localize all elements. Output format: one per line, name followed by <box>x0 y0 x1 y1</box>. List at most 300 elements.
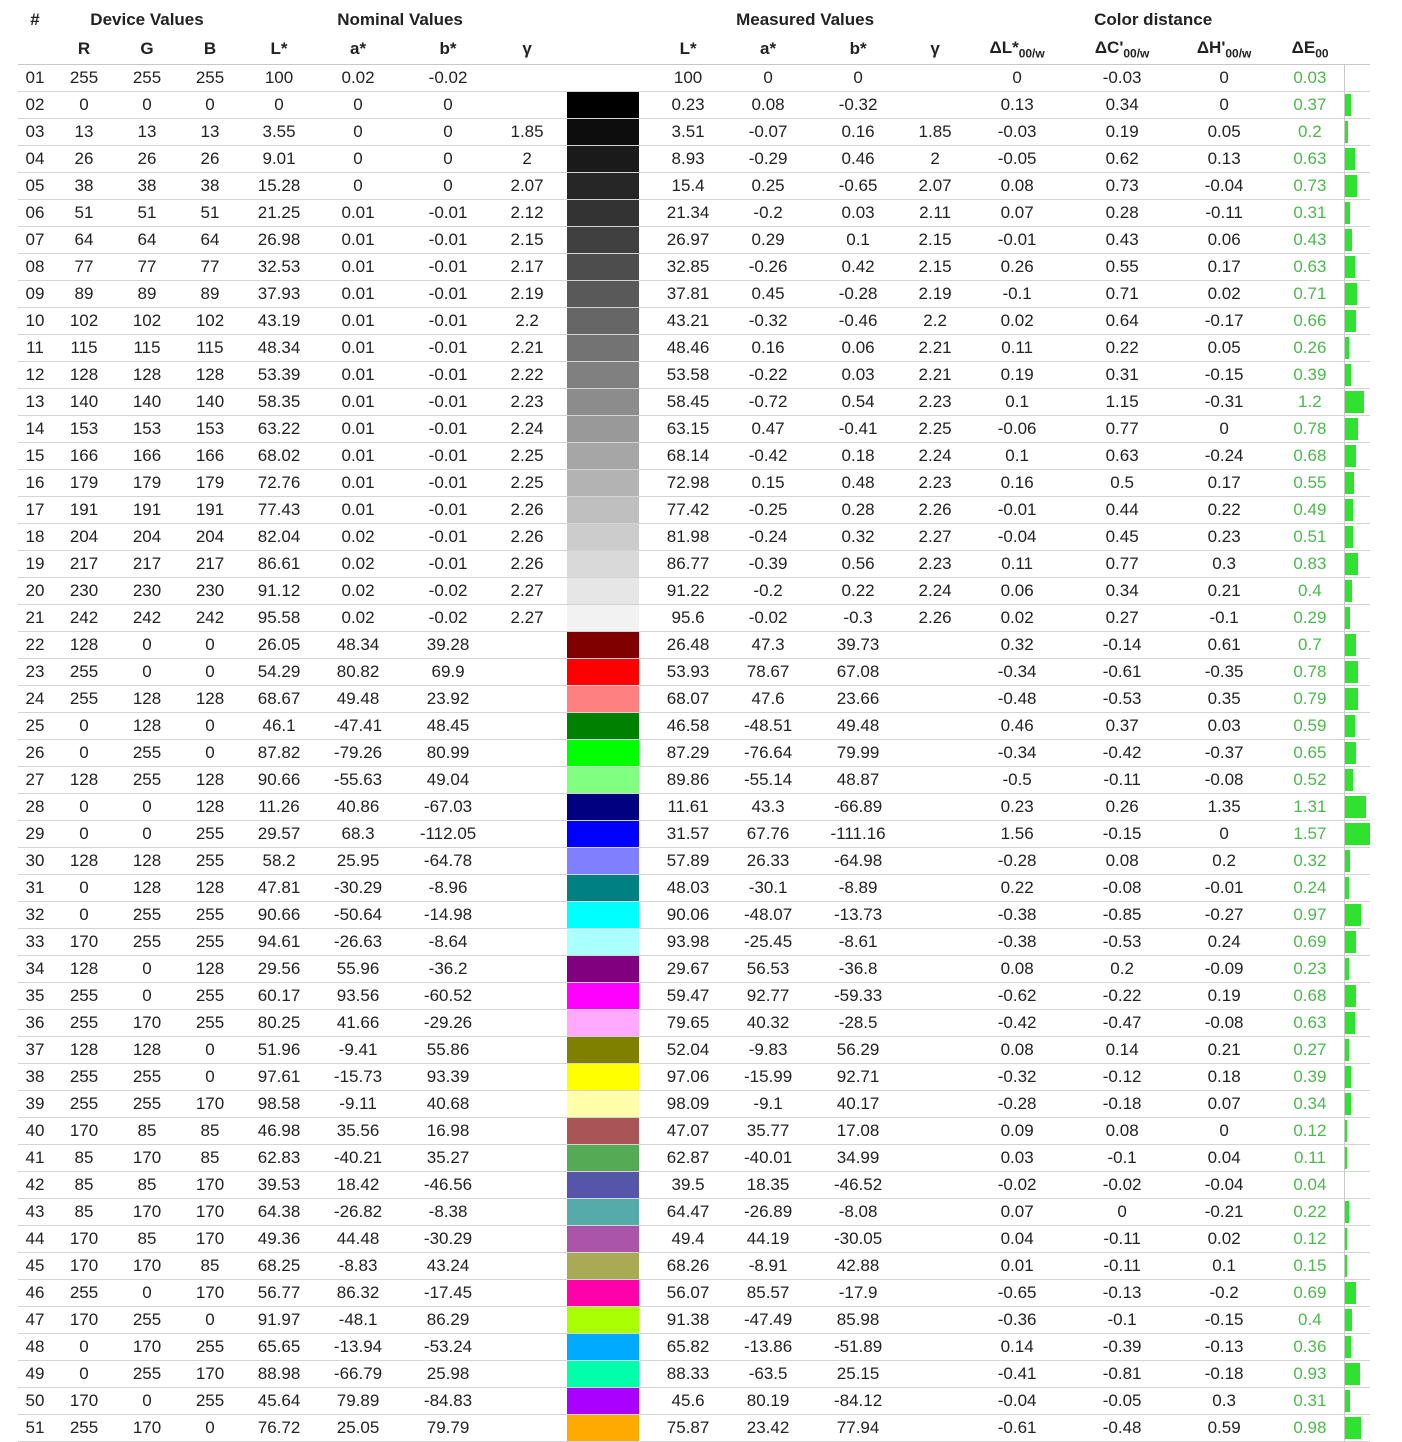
device-g: 89 <box>116 281 178 308</box>
color-swatch <box>567 1172 639 1198</box>
measured-b: 0.48 <box>808 470 908 497</box>
measured-b: -66.89 <box>808 794 908 821</box>
delta-e-bar <box>1345 877 1349 899</box>
color-swatch-cell <box>558 200 648 227</box>
device-r: 170 <box>52 1118 116 1145</box>
delta-e-bar <box>1345 607 1350 629</box>
measured-l: 47.07 <box>648 1118 728 1145</box>
device-b: 170 <box>178 1280 242 1307</box>
row-index: 14 <box>18 416 52 443</box>
nominal-a: 0.01 <box>316 362 400 389</box>
delta-e-bar <box>1345 1282 1356 1304</box>
color-swatch-cell <box>558 362 648 389</box>
measured-l: 91.22 <box>648 578 728 605</box>
measured-b: -64.98 <box>808 848 908 875</box>
device-r: 128 <box>52 632 116 659</box>
delta-e: 0.79 <box>1276 686 1344 713</box>
device-g: 102 <box>116 308 178 335</box>
delta-c: 0 <box>1072 1199 1172 1226</box>
measured-b: 0.06 <box>808 335 908 362</box>
delta-l: -0.32 <box>962 1064 1072 1091</box>
device-g: 85 <box>116 1226 178 1253</box>
device-r: 0 <box>52 1361 116 1388</box>
nominal-a: 35.56 <box>316 1118 400 1145</box>
nominal-l: 90.66 <box>242 767 316 794</box>
delta-h: 0.07 <box>1172 1091 1276 1118</box>
nominal-l: 47.81 <box>242 875 316 902</box>
device-g: 0 <box>116 983 178 1010</box>
device-b: 0 <box>178 1415 242 1442</box>
nominal-l: 32.53 <box>242 254 316 281</box>
delta-c: 0.19 <box>1072 119 1172 146</box>
measured-a: 78.67 <box>728 659 808 686</box>
delta-h: -0.24 <box>1172 443 1276 470</box>
measured-gamma <box>908 740 962 767</box>
delta-e: 0.2 <box>1276 119 1344 146</box>
device-r: 255 <box>52 1091 116 1118</box>
color-swatch-cell <box>558 686 648 713</box>
col-r: R <box>52 34 116 65</box>
delta-e-bar-cell <box>1344 875 1370 902</box>
delta-l: -0.02 <box>962 1172 1072 1199</box>
delta-h: -0.17 <box>1172 308 1276 335</box>
delta-l: -0.62 <box>962 983 1072 1010</box>
delta-e-bar <box>1345 553 1358 575</box>
delta-c: -0.13 <box>1072 1280 1172 1307</box>
measured-l: 26.48 <box>648 632 728 659</box>
delta-e: 0.71 <box>1276 281 1344 308</box>
delta-e-bar-cell <box>1344 443 1370 470</box>
delta-h: 0.19 <box>1172 983 1276 1010</box>
row-index: 31 <box>18 875 52 902</box>
measured-l: 53.58 <box>648 362 728 389</box>
device-b: 0 <box>178 713 242 740</box>
header-group-row <box>18 6 1370 34</box>
device-g: 170 <box>116 1145 178 1172</box>
nominal-l: 48.34 <box>242 335 316 362</box>
nominal-gamma: 2.27 <box>496 578 558 605</box>
color-swatch-cell <box>558 794 648 821</box>
delta-l: -0.04 <box>962 524 1072 551</box>
delta-e-bar-cell <box>1344 794 1370 821</box>
measured-l: 87.29 <box>648 740 728 767</box>
measured-l: 97.06 <box>648 1064 728 1091</box>
row-index: 16 <box>18 470 52 497</box>
nominal-b: -84.83 <box>400 1388 496 1415</box>
col-measured-b: b* <box>808 34 908 65</box>
measured-l: 49.4 <box>648 1226 728 1253</box>
measured-l: 93.98 <box>648 929 728 956</box>
delta-e-bar <box>1345 472 1354 494</box>
measured-b: 0.28 <box>808 497 908 524</box>
color-swatch-cell <box>558 1334 648 1361</box>
nominal-a: 0.02 <box>316 551 400 578</box>
measured-gamma: 2.19 <box>908 281 962 308</box>
measured-a: 40.32 <box>728 1010 808 1037</box>
delta-e-bar-cell <box>1344 65 1370 92</box>
delta-l: -0.42 <box>962 1010 1072 1037</box>
measured-gamma: 2.26 <box>908 497 962 524</box>
table-row <box>18 686 1370 713</box>
delta-c: -0.48 <box>1072 1415 1172 1442</box>
device-b: 64 <box>178 227 242 254</box>
delta-e-bar-cell <box>1344 470 1370 497</box>
measured-a: -0.2 <box>728 578 808 605</box>
delta-c: -0.18 <box>1072 1091 1172 1118</box>
measured-gamma: 2.24 <box>908 578 962 605</box>
table-row <box>18 1172 1370 1199</box>
device-b: 85 <box>178 1145 242 1172</box>
color-swatch <box>567 875 639 901</box>
row-index: 13 <box>18 389 52 416</box>
measured-l: 52.04 <box>648 1037 728 1064</box>
delta-e-bar-cell <box>1344 821 1370 848</box>
table-row <box>18 524 1370 551</box>
delta-h: -0.37 <box>1172 740 1276 767</box>
measured-a: 92.77 <box>728 983 808 1010</box>
nominal-a: 93.56 <box>316 983 400 1010</box>
row-index: 05 <box>18 173 52 200</box>
nominal-l: 91.12 <box>242 578 316 605</box>
device-b: 153 <box>178 416 242 443</box>
delta-l: -0.36 <box>962 1307 1072 1334</box>
measured-l: 31.57 <box>648 821 728 848</box>
delta-e: 1.31 <box>1276 794 1344 821</box>
device-g: 217 <box>116 551 178 578</box>
table-row <box>18 65 1370 92</box>
nominal-l: 29.57 <box>242 821 316 848</box>
nominal-a: -15.73 <box>316 1064 400 1091</box>
nominal-gamma <box>496 65 558 92</box>
delta-l: 0.22 <box>962 875 1072 902</box>
color-swatch <box>567 1253 639 1279</box>
device-b: 230 <box>178 578 242 605</box>
delta-e-bar <box>1345 175 1357 197</box>
header-device-values: Device Values <box>90 10 204 29</box>
nominal-l: 63.22 <box>242 416 316 443</box>
measured-l: 89.86 <box>648 767 728 794</box>
device-g: 128 <box>116 875 178 902</box>
row-index: 17 <box>18 497 52 524</box>
nominal-b: 0 <box>400 173 496 200</box>
delta-c: 0.44 <box>1072 497 1172 524</box>
device-r: 102 <box>52 308 116 335</box>
color-swatch <box>567 1415 639 1441</box>
device-g: 230 <box>116 578 178 605</box>
delta-e-bar-cell <box>1344 740 1370 767</box>
delta-e-bar-cell <box>1344 1118 1370 1145</box>
table-row <box>18 1280 1370 1307</box>
device-g: 166 <box>116 443 178 470</box>
delta-e-bar <box>1345 499 1353 521</box>
delta-h: -0.18 <box>1172 1361 1276 1388</box>
measured-l: 21.34 <box>648 200 728 227</box>
measured-gamma: 2.21 <box>908 362 962 389</box>
table-row <box>18 713 1370 740</box>
delta-e-bar <box>1345 1120 1347 1142</box>
color-swatch <box>567 146 639 172</box>
delta-l: -0.38 <box>962 902 1072 929</box>
delta-e: 0.63 <box>1276 1010 1344 1037</box>
delta-e: 0.52 <box>1276 767 1344 794</box>
delta-e-bar <box>1345 1336 1351 1358</box>
delta-e: 0.11 <box>1276 1145 1344 1172</box>
table-row <box>18 794 1370 821</box>
device-b: 217 <box>178 551 242 578</box>
row-index: 15 <box>18 443 52 470</box>
table-row <box>18 1145 1370 1172</box>
delta-c: -0.14 <box>1072 632 1172 659</box>
measured-a: 43.3 <box>728 794 808 821</box>
delta-h: 0.1 <box>1172 1253 1276 1280</box>
nominal-b: 25.98 <box>400 1361 496 1388</box>
color-swatch-cell <box>558 551 648 578</box>
nominal-b: -53.24 <box>400 1334 496 1361</box>
nominal-l: 88.98 <box>242 1361 316 1388</box>
delta-e-bar-cell <box>1344 92 1370 119</box>
device-r: 85 <box>52 1199 116 1226</box>
delta-h: 0.06 <box>1172 227 1276 254</box>
delta-e: 0.23 <box>1276 956 1344 983</box>
row-index: 09 <box>18 281 52 308</box>
delta-h: -0.01 <box>1172 875 1276 902</box>
delta-e-bar-cell <box>1344 1091 1370 1118</box>
nominal-l: 94.61 <box>242 929 316 956</box>
nominal-l: 58.2 <box>242 848 316 875</box>
nominal-l: 11.26 <box>242 794 316 821</box>
delta-e: 0.49 <box>1276 497 1344 524</box>
delta-e-bar <box>1345 742 1356 764</box>
col-measured-a: a* <box>728 34 808 65</box>
row-index: 22 <box>18 632 52 659</box>
device-r: 128 <box>52 956 116 983</box>
table-row <box>18 173 1370 200</box>
measured-b: -0.65 <box>808 173 908 200</box>
delta-e-bar <box>1345 634 1356 656</box>
color-swatch <box>567 821 639 847</box>
nominal-b: -0.01 <box>400 281 496 308</box>
delta-e: 0.34 <box>1276 1091 1344 1118</box>
nominal-b: -14.98 <box>400 902 496 929</box>
measured-l: 11.61 <box>648 794 728 821</box>
color-swatch-cell <box>558 821 648 848</box>
measured-gamma <box>908 65 962 92</box>
delta-e-bar-cell <box>1344 605 1370 632</box>
device-b: 191 <box>178 497 242 524</box>
nominal-a: -48.1 <box>316 1307 400 1334</box>
nominal-b: -0.02 <box>400 578 496 605</box>
measured-a: -0.32 <box>728 308 808 335</box>
measured-a: 85.57 <box>728 1280 808 1307</box>
nominal-l: 65.65 <box>242 1334 316 1361</box>
color-swatch <box>567 740 639 766</box>
measured-a: -9.83 <box>728 1037 808 1064</box>
color-measurement-table <box>18 6 1370 1442</box>
col-delta-h: $\Delta H'_{00/w}$ <box>1172 34 1276 65</box>
device-r: 170 <box>52 1226 116 1253</box>
table-row <box>18 389 1370 416</box>
nominal-a: 79.89 <box>316 1388 400 1415</box>
color-swatch <box>567 1226 639 1252</box>
nominal-b: 93.39 <box>400 1064 496 1091</box>
nominal-a: 0 <box>316 173 400 200</box>
device-b: 179 <box>178 470 242 497</box>
device-g: 179 <box>116 470 178 497</box>
delta-e-bar-cell <box>1344 1172 1370 1199</box>
delta-l: -0.38 <box>962 929 1072 956</box>
device-r: 128 <box>52 767 116 794</box>
device-g: 255 <box>116 65 178 92</box>
delta-c: 0.28 <box>1072 200 1172 227</box>
row-index: 25 <box>18 713 52 740</box>
table-row <box>18 740 1370 767</box>
measured-b: 49.48 <box>808 713 908 740</box>
table-row <box>18 281 1370 308</box>
delta-e: 0.37 <box>1276 92 1344 119</box>
nominal-b: -0.01 <box>400 227 496 254</box>
device-b: 0 <box>178 92 242 119</box>
delta-e-bar-cell <box>1344 1307 1370 1334</box>
color-swatch-cell <box>558 1118 648 1145</box>
device-b: 128 <box>178 794 242 821</box>
measured-l: 32.85 <box>648 254 728 281</box>
measured-l: 45.6 <box>648 1388 728 1415</box>
delta-l: -0.34 <box>962 740 1072 767</box>
delta-e-bar-cell <box>1344 848 1370 875</box>
nominal-l: 60.17 <box>242 983 316 1010</box>
col-nominal-a: a* <box>316 34 400 65</box>
nominal-gamma <box>496 1037 558 1064</box>
delta-l: -0.28 <box>962 1091 1072 1118</box>
delta-c: 0.34 <box>1072 578 1172 605</box>
nominal-b: 86.29 <box>400 1307 496 1334</box>
measured-l: 91.38 <box>648 1307 728 1334</box>
measured-b: 42.88 <box>808 1253 908 1280</box>
delta-h: 0.2 <box>1172 848 1276 875</box>
nominal-b: 16.98 <box>400 1118 496 1145</box>
color-swatch <box>567 1361 639 1387</box>
measured-gamma <box>908 1226 962 1253</box>
nominal-gamma <box>496 713 558 740</box>
table-row <box>18 1091 1370 1118</box>
delta-h: 0.59 <box>1172 1415 1276 1442</box>
delta-l: -0.05 <box>962 146 1072 173</box>
nominal-a: -9.41 <box>316 1037 400 1064</box>
color-swatch <box>567 119 639 145</box>
measured-a: -0.22 <box>728 362 808 389</box>
nominal-b: -67.03 <box>400 794 496 821</box>
delta-c: 0.37 <box>1072 713 1172 740</box>
color-swatch-cell <box>558 416 648 443</box>
measured-b: 0.18 <box>808 443 908 470</box>
device-r: 255 <box>52 659 116 686</box>
table-row <box>18 1226 1370 1253</box>
color-swatch-cell <box>558 605 648 632</box>
delta-l: -0.06 <box>962 416 1072 443</box>
device-r: 0 <box>52 713 116 740</box>
measured-a: 23.42 <box>728 1415 808 1442</box>
measured-l: 75.87 <box>648 1415 728 1442</box>
measured-a: 47.6 <box>728 686 808 713</box>
delta-c: -0.42 <box>1072 740 1172 767</box>
delta-l: 0.1 <box>962 389 1072 416</box>
delta-e-bar <box>1345 850 1350 872</box>
row-index: 39 <box>18 1091 52 1118</box>
delta-e: 0.78 <box>1276 659 1344 686</box>
measured-b: 0.1 <box>808 227 908 254</box>
device-g: 0 <box>116 632 178 659</box>
measured-l: 68.26 <box>648 1253 728 1280</box>
measured-l: 90.06 <box>648 902 728 929</box>
delta-h: 0.03 <box>1172 713 1276 740</box>
nominal-a: -8.83 <box>316 1253 400 1280</box>
device-b: 255 <box>178 1010 242 1037</box>
nominal-gamma <box>496 632 558 659</box>
measured-b: -8.61 <box>808 929 908 956</box>
delta-h: 0.35 <box>1172 686 1276 713</box>
nominal-gamma: 1.85 <box>496 119 558 146</box>
nominal-l: 15.28 <box>242 173 316 200</box>
measured-a: -30.1 <box>728 875 808 902</box>
color-swatch-cell <box>558 1307 648 1334</box>
delta-h: 0 <box>1172 821 1276 848</box>
delta-e: 0.39 <box>1276 1064 1344 1091</box>
device-r: 255 <box>52 686 116 713</box>
row-index: 28 <box>18 794 52 821</box>
device-r: 0 <box>52 875 116 902</box>
measured-gamma <box>908 1280 962 1307</box>
header-column-row <box>18 34 1370 65</box>
nominal-b: 40.68 <box>400 1091 496 1118</box>
delta-e-bar <box>1345 202 1350 224</box>
device-g: 0 <box>116 1388 178 1415</box>
nominal-b: -60.52 <box>400 983 496 1010</box>
device-g: 85 <box>116 1172 178 1199</box>
row-index: 04 <box>18 146 52 173</box>
delta-l: 0.09 <box>962 1118 1072 1145</box>
measured-a: -0.25 <box>728 497 808 524</box>
measured-a: -63.5 <box>728 1361 808 1388</box>
table-row <box>18 362 1370 389</box>
row-index: 32 <box>18 902 52 929</box>
nominal-l: 82.04 <box>242 524 316 551</box>
delta-e-bar-cell <box>1344 416 1370 443</box>
delta-c: 0.63 <box>1072 443 1172 470</box>
nominal-l: 58.35 <box>242 389 316 416</box>
nominal-b: -0.01 <box>400 551 496 578</box>
device-g: 13 <box>116 119 178 146</box>
measured-gamma: 2.15 <box>908 227 962 254</box>
measured-l: 56.07 <box>648 1280 728 1307</box>
color-swatch-cell <box>558 443 648 470</box>
color-swatch-cell <box>558 173 648 200</box>
measured-gamma: 2.27 <box>908 524 962 551</box>
measured-l: 68.14 <box>648 443 728 470</box>
col-nominal-b: b* <box>400 34 496 65</box>
color-report <box>18 6 1370 1442</box>
delta-e-bar-cell <box>1344 254 1370 281</box>
row-index: 20 <box>18 578 52 605</box>
measured-b: -8.08 <box>808 1199 908 1226</box>
delta-e-bar <box>1345 904 1361 926</box>
nominal-gamma <box>496 1415 558 1442</box>
delta-e: 0.12 <box>1276 1118 1344 1145</box>
delta-l: -0.65 <box>962 1280 1072 1307</box>
measured-b: -0.3 <box>808 605 908 632</box>
color-swatch <box>567 605 639 631</box>
delta-h: 0.24 <box>1172 929 1276 956</box>
device-r: 140 <box>52 389 116 416</box>
